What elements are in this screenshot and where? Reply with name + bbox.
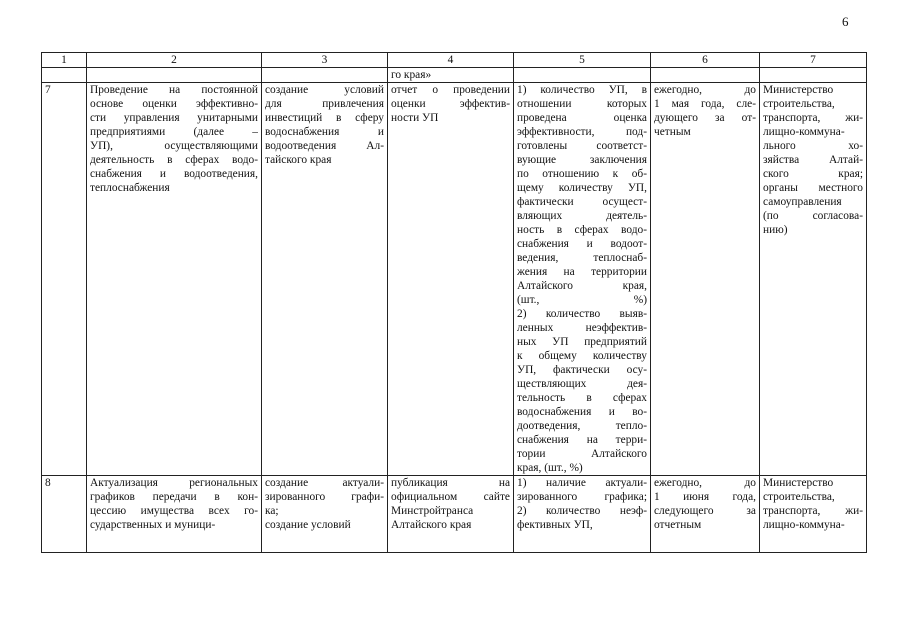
cell-line: проведена оценка xyxy=(517,112,647,124)
column-number: 6 xyxy=(651,53,760,68)
cell-line: щему количеству УП, xyxy=(517,182,647,194)
column-number: 4 xyxy=(388,53,514,68)
cell-line: транспорта, жи- xyxy=(763,112,863,124)
cell-line: 2) количество выяв- xyxy=(517,308,647,320)
cell-line: 1) количество УП, в xyxy=(517,84,647,96)
cell-line: снабжения и водоот- xyxy=(517,238,647,250)
cell-line: УП, фактически осу- xyxy=(517,364,647,376)
cell-line: ежегодно, до xyxy=(654,477,756,489)
column-numbers-row xyxy=(42,53,867,68)
cell-line: лищно-коммуна- xyxy=(763,126,845,138)
cell-line: УП), осуществляющими xyxy=(90,140,258,152)
cell-line: Алтайского края xyxy=(391,519,472,531)
cell-line: ведения, теплоснаб- xyxy=(517,252,647,264)
cell-line: 1) наличие актуали- xyxy=(517,477,647,489)
cell-line: Минстройтранса xyxy=(391,505,474,517)
column-number: 2 xyxy=(87,53,262,68)
activity-cell xyxy=(87,83,262,476)
cell-line: фактически осущест- xyxy=(517,196,647,208)
cell-line: (по согласова- xyxy=(763,210,863,222)
cell-line: теплоснабжения xyxy=(90,182,170,194)
cell-line: строительства, xyxy=(763,98,835,110)
cell-line: ежегодно, до xyxy=(654,84,756,96)
cell-line: нию) xyxy=(763,224,788,236)
cell-line: (шт., %) xyxy=(517,294,647,306)
cell-line: инвестиций в сферу xyxy=(265,112,384,124)
cell-line: льного хо- xyxy=(763,140,863,152)
cell-line: отчет о проведении xyxy=(391,84,510,96)
cell-line: ка; xyxy=(265,505,279,517)
cell-line: края, (шт., %) xyxy=(517,462,583,474)
deadline-cell xyxy=(651,83,760,476)
cell-line: тории Алтайского xyxy=(517,448,647,460)
result-cell xyxy=(388,476,514,553)
cell-line: транспорта, жи- xyxy=(763,505,863,517)
cell-line: отношении которых xyxy=(517,98,647,110)
cell-line: оценки эффектив- xyxy=(391,98,510,110)
cell-line: фективных УП, xyxy=(517,519,593,531)
row-number: 7 xyxy=(42,83,87,476)
deadline-cell xyxy=(651,476,760,553)
cell-line: Проведение на постоянной xyxy=(90,84,258,96)
cell-line: Алтайского края, xyxy=(517,280,647,292)
cell-line: предприятиями (далее – xyxy=(90,126,258,138)
page-number: 6 xyxy=(842,14,849,29)
cell-line: эффективности, под- xyxy=(517,126,647,138)
cell-line: зированного графи- xyxy=(265,491,384,503)
plan-table xyxy=(41,52,867,553)
cell-line: следующего за xyxy=(654,505,756,517)
responsible-cell xyxy=(760,476,867,553)
continuation-text: го края» xyxy=(388,68,514,83)
column-number: 5 xyxy=(514,53,651,68)
cell-line: самоуправления xyxy=(763,196,842,208)
cell-line: водоснабжения и во- xyxy=(517,406,647,418)
indicator-cell xyxy=(514,83,651,476)
cell-line: Министерство xyxy=(763,84,834,96)
cell-line: водоснабжения и xyxy=(265,126,384,138)
cell-line: графиков передачи в кон- xyxy=(90,491,258,503)
responsible-cell xyxy=(760,83,867,476)
cell-line: создание актуали- xyxy=(265,477,384,489)
cell-line: готовлены соответст- xyxy=(517,140,647,152)
continuation-row xyxy=(42,68,867,83)
cell-line: 1 июня года, xyxy=(654,491,756,503)
column-number: 1 xyxy=(42,53,87,68)
cell-line: ность в сферах водо- xyxy=(517,224,647,236)
cell-line: дующего за от- xyxy=(654,112,756,124)
cell-line: Актуализация региональных xyxy=(90,477,258,489)
cell-line: основе оценки эффективно- xyxy=(90,98,258,110)
cell-line: тельность в сферах xyxy=(517,392,647,404)
cell-line: ществляющих дея- xyxy=(517,378,647,390)
cell-line: доотведения, тепло- xyxy=(517,420,647,432)
row-number: 8 xyxy=(42,476,87,553)
column-number: 3 xyxy=(262,53,388,68)
cell-line: официальном сайте xyxy=(391,491,510,503)
cell-line: вляющих деятель- xyxy=(517,210,647,222)
cell-line: ского края; xyxy=(763,168,863,180)
table-row xyxy=(42,83,867,476)
cell-line: публикация на xyxy=(391,477,510,489)
cell-line: тайского края xyxy=(265,154,332,166)
cell-line: 2) количество неэф- xyxy=(517,505,647,517)
result-cell xyxy=(388,83,514,476)
cell-line: зированного графика; xyxy=(517,491,647,503)
cell-line: жения на территории xyxy=(517,266,647,278)
cell-line: зяйства Алтай- xyxy=(763,154,863,166)
cell-line: сударственных и муници- xyxy=(90,519,216,531)
cell-line: сти управления унитарными xyxy=(90,112,258,124)
cell-line: водоотведения Ал- xyxy=(265,140,384,152)
cell-line: ности УП xyxy=(391,112,439,124)
indicator-cell xyxy=(514,476,651,553)
cell-line: деятельность в сферах водо- xyxy=(90,154,258,166)
cell-line: снабжения и водоотведения, xyxy=(90,168,258,180)
cell-line: 1 мая года, сле- xyxy=(654,98,756,110)
cell-line: лищно-коммуна- xyxy=(763,519,845,531)
cell-line: отчетным xyxy=(654,519,702,531)
column-number: 7 xyxy=(760,53,867,68)
cell-line: по отношению к об- xyxy=(517,168,647,180)
cell-line: органы местного xyxy=(763,182,863,194)
cell-line: создание условий xyxy=(265,519,351,531)
cell-line: ленных неэффектив- xyxy=(517,322,647,334)
goal-cell xyxy=(262,83,388,476)
cell-line: снабжения на терри- xyxy=(517,434,647,446)
cell-line: цессию имущества всех го- xyxy=(90,505,258,517)
cell-line: Министерство xyxy=(763,477,834,489)
cell-line: создание условий xyxy=(265,84,384,96)
cell-line: вующие заключения xyxy=(517,154,647,166)
cell-line: строительства, xyxy=(763,491,835,503)
activity-cell xyxy=(87,476,262,553)
cell-line: к общему количеству xyxy=(517,350,647,362)
table-row xyxy=(42,476,867,553)
cell-line: ных УП предприятий xyxy=(517,336,647,348)
goal-cell xyxy=(262,476,388,553)
cell-line: для привлечения xyxy=(265,98,384,110)
cell-line: четным xyxy=(654,126,691,138)
